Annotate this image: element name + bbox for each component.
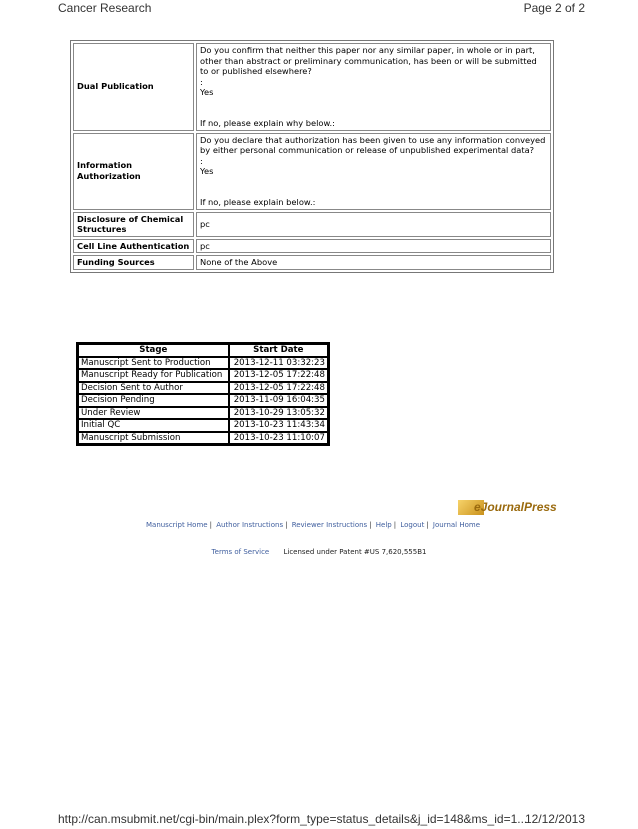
print-header [58,1,585,17]
table-row [73,43,551,131]
row-value-cell-line: pc [196,239,551,254]
question-text: Do you confirm that neither this paper nor any similar paper, in whole or in part, other than abstract or preliminary communication, has been or will be submitted to or published elsewhere? [200,45,537,77]
license-text: Licensed under Patent #US 7,620,555B1 [283,548,427,556]
question-colon: : [200,76,203,87]
stage-cell: Decision Pending [79,395,228,406]
footer-navigation: Manuscript Home | Author Instructions | Reviewer Instructions | Help | Logout | Journal Home [145,521,481,529]
row-label-cell-line: Cell Line Authentication [73,239,194,254]
stage-cell: Manuscript Sent to Production [79,358,228,369]
followup-text: If no, please explain below.: [200,196,316,207]
column-header-start-date: Start Date [230,345,327,356]
stage-history-table [76,342,330,446]
print-footer [58,812,585,828]
page-number: Page 2 of 2 [523,1,585,15]
stage-table-header [79,345,327,356]
table-row [79,395,327,406]
link-reviewer-instructions[interactable]: Reviewer Instructions [291,521,368,529]
row-value-funding-sources: None of the Above [196,255,551,270]
row-label-funding-sources: Funding Sources [73,255,194,270]
followup-text: If no, please explain why below.: [200,117,335,128]
table-row [79,370,327,381]
table-row [79,358,327,369]
stage-cell: Manuscript Ready for Publication [79,370,228,381]
date-cell: 2013-10-23 11:43:34 [230,420,327,431]
date-cell: 2013-10-23 11:10:07 [230,433,327,444]
table-row [73,255,551,270]
link-journal-home[interactable]: Journal Home [432,521,481,529]
table-row [73,212,551,237]
table-row [79,420,327,431]
stage-cell: Decision Sent to Author [79,383,228,394]
question-text: Do you declare that authorization has been given to use any information conveyed by either personal communication or release of unpublished experimental data? [200,134,546,156]
stage-cell: Initial QC [79,420,228,431]
row-value-dual-publication [196,43,551,131]
date-cell: 2013-10-29 13:05:32 [230,408,327,419]
date-cell: 2013-12-11 03:32:23 [230,358,327,369]
row-label-dual-publication: Dual Publication [73,43,194,131]
column-header-stage: Stage [79,345,228,356]
answer-text: Yes [200,166,214,177]
date-cell: 2013-12-05 17:22:48 [230,370,327,381]
table-row [73,133,551,210]
link-terms-of-service[interactable]: Terms of Service [211,548,270,556]
stage-cell: Under Review [79,408,228,419]
link-author-instructions[interactable]: Author Instructions [216,521,284,529]
date-cell: 2013-11-09 16:04:35 [230,395,327,406]
table-row [79,408,327,419]
manuscript-questions-table [70,40,554,273]
footer-legal [0,548,638,556]
row-value-chemical-structures: pc [196,212,551,237]
logo-text: eJournalPress [474,500,557,514]
answer-text: Yes [200,87,214,98]
link-manuscript-home[interactable]: Manuscript Home [145,521,208,529]
table-row [79,383,327,394]
ejournalpress-logo[interactable] [458,500,574,515]
table-row [79,433,327,444]
print-date: 12/12/2013 [524,812,585,826]
link-help[interactable]: Help [375,521,392,529]
page-url: http://can.msubmit.net/cgi-bin/main.plex?form_type=status_details&j_id=148&ms_id=1... [58,812,528,826]
journal-title: Cancer Research [58,1,152,15]
row-label-chemical-structures: Disclosure of Chemical Structures [73,212,194,237]
row-value-information-authorization [196,133,551,210]
link-logout[interactable]: Logout [400,521,425,529]
stage-cell: Manuscript Submission [79,433,228,444]
question-colon: : [200,155,203,166]
table-row [73,239,551,254]
row-label-information-authorization: Information Authorization [73,133,194,210]
date-cell: 2013-12-05 17:22:48 [230,383,327,394]
